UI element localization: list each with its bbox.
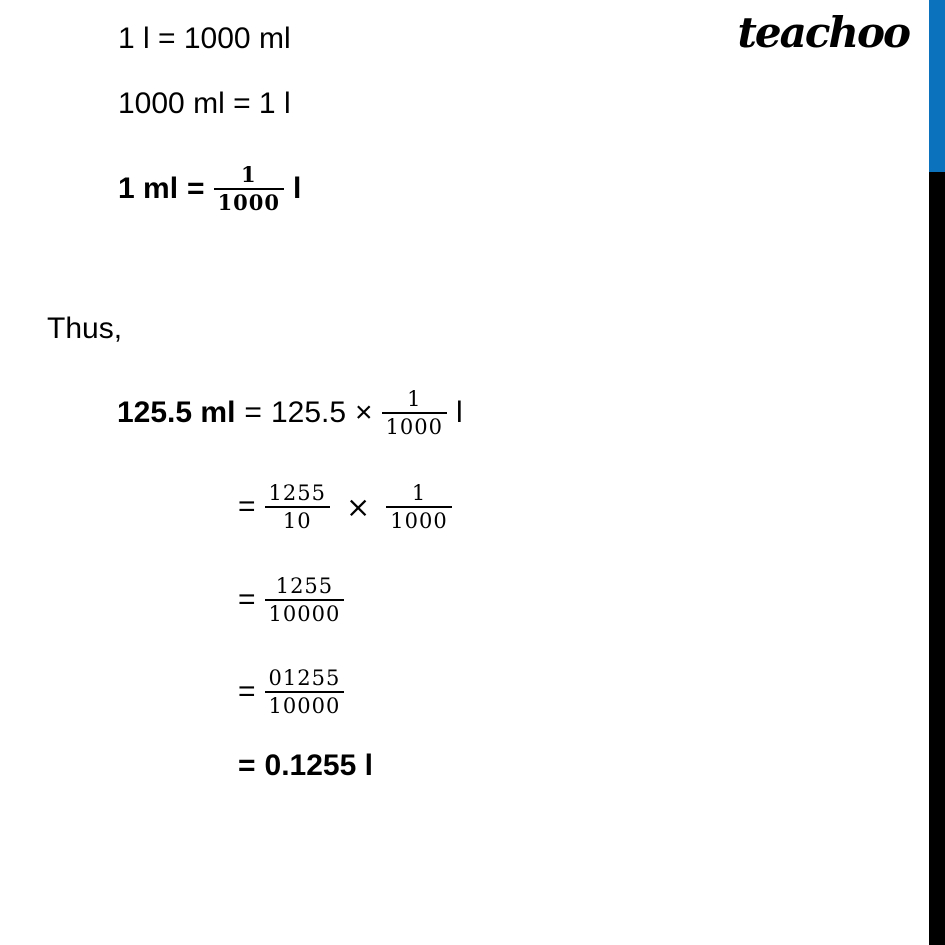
identity3-unit: l [293, 172, 302, 205]
identity3-equals: = [187, 172, 205, 205]
fraction-numerator: 1 [407, 386, 422, 411]
fraction-bar [265, 599, 345, 601]
fraction-bar [386, 506, 451, 508]
fraction-numerator: 1 [240, 161, 257, 187]
step3-equals: = [238, 583, 256, 616]
identity3-lhs: 1 ml [118, 172, 179, 205]
fraction-numerator: 1255 [268, 480, 326, 505]
step2-times: × [345, 490, 371, 524]
fraction-numerator: 1 [411, 480, 427, 505]
fraction-bar [382, 412, 447, 414]
identity-line-3 [118, 160, 301, 218]
step-5 [238, 744, 373, 788]
step1-times: × [355, 396, 373, 429]
fraction-denominator: 1000 [385, 415, 444, 439]
fraction-denominator: 10 [282, 509, 312, 533]
fraction-denominator: 10000 [268, 694, 341, 718]
fraction-denominator: 1000 [217, 190, 281, 215]
step-3 [238, 571, 344, 629]
step5-equals: = [238, 749, 256, 782]
fraction-bar [265, 691, 345, 693]
fraction-denominator: 10000 [268, 602, 341, 626]
step-4 [238, 663, 344, 721]
fraction-numerator: 1255 [275, 573, 334, 598]
step1-lhs: 125.5 ml [117, 396, 236, 429]
step2-fraction-2 [386, 481, 451, 533]
thus-label: Thus, [47, 312, 123, 345]
identity-line-1: 1 l = 1000 ml [118, 22, 291, 55]
step5-result: 0.1255 l [264, 749, 373, 782]
teachoo-logo: teachoo [737, 8, 909, 57]
right-bar-black-segment [929, 172, 945, 945]
step-1 [117, 384, 463, 442]
step1-equals: = [244, 396, 262, 429]
right-bar-blue-segment [929, 0, 945, 172]
step1-unit: l [456, 396, 463, 429]
step3-fraction [265, 574, 345, 626]
step1-fraction [382, 387, 447, 439]
step2-fraction-1 [265, 481, 330, 533]
step4-equals: = [238, 675, 256, 708]
step4-fraction [265, 666, 345, 718]
identity3-fraction [214, 163, 284, 215]
step2-equals: = [238, 490, 256, 523]
fraction-numerator: 01255 [268, 665, 341, 690]
fraction-bar [265, 506, 330, 508]
step1-factor: 125.5 [270, 396, 347, 429]
fraction-denominator: 1000 [390, 509, 448, 533]
step-2 [238, 478, 452, 536]
identity-line-2: 1000 ml = 1 l [118, 87, 291, 120]
